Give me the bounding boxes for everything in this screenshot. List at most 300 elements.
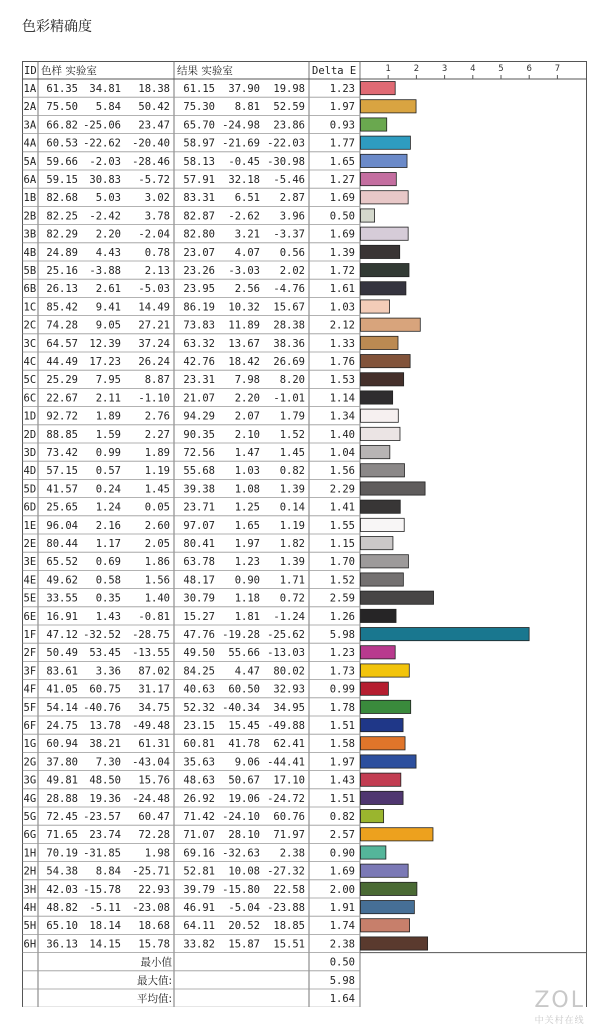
delta-e-bar <box>361 901 415 914</box>
result-value: 1.23 <box>234 556 260 569</box>
row-id: 2D <box>23 428 37 441</box>
result-value: -13.03 <box>267 647 305 660</box>
target-value: 54.38 <box>46 865 78 878</box>
target-value: -31.85 <box>83 847 121 860</box>
target-value: 23.47 <box>138 119 170 132</box>
delta-e-bar <box>361 482 426 495</box>
result-value: -5.04 <box>228 902 260 914</box>
delta-e-value: 1.58 <box>329 738 355 751</box>
result-value: 8.81 <box>234 101 260 114</box>
target-value: -20.40 <box>132 137 170 150</box>
row-id: 3B <box>23 228 37 241</box>
result-value: 71.42 <box>183 811 215 823</box>
target-value: 1.98 <box>144 847 170 860</box>
target-value: 1.24 <box>95 501 121 514</box>
row-id: 5A <box>23 155 37 168</box>
result-value: 97.07 <box>183 519 215 532</box>
summary-label: 最大值: <box>136 974 172 987</box>
delta-e-value: 1.51 <box>329 792 355 805</box>
target-value: 53.45 <box>89 647 121 660</box>
result-value: 23.86 <box>273 119 305 132</box>
result-value: 20.52 <box>228 920 260 933</box>
target-value: 72.28 <box>138 829 170 842</box>
target-value: -24.48 <box>132 792 170 805</box>
result-value: 80.02 <box>273 665 305 678</box>
delta-e-value: 2.12 <box>329 319 355 332</box>
delta-e-bar <box>361 500 401 513</box>
delta-e-bar <box>361 628 530 641</box>
result-value: 21.07 <box>183 392 215 405</box>
target-value: 64.57 <box>46 337 78 350</box>
row-id: 6D <box>23 501 37 514</box>
delta-e-value: 1.53 <box>329 374 355 387</box>
row-id: 1D <box>23 410 37 423</box>
target-value: 18.38 <box>138 83 170 95</box>
result-value: 9.06 <box>234 756 260 769</box>
target-value: 0.78 <box>144 246 170 259</box>
target-value: 37.80 <box>46 756 78 769</box>
target-value: 2.61 <box>95 283 121 296</box>
header-result-lab: 结果 实验室 <box>177 65 233 77</box>
row-id: 4C <box>23 356 37 368</box>
summary-value: 1.64 <box>329 993 355 1005</box>
target-value: 61.31 <box>138 738 170 751</box>
target-value: 88.85 <box>46 428 78 441</box>
target-value: 18.14 <box>89 920 121 933</box>
delta-e-bar <box>361 846 386 859</box>
target-value: 1.19 <box>144 465 170 478</box>
delta-e-value: 1.65 <box>329 155 355 168</box>
target-value: 0.24 <box>95 483 121 496</box>
delta-e-bar <box>361 409 399 422</box>
delta-e-bar <box>361 518 405 531</box>
result-value: 32.18 <box>228 174 260 186</box>
result-value: 57.91 <box>183 174 215 186</box>
result-value: 1.19 <box>279 519 305 532</box>
target-value: 1.89 <box>95 410 121 423</box>
target-value: 15.78 <box>138 938 170 951</box>
result-value: 23.31 <box>183 374 215 387</box>
target-value: -25.71 <box>132 865 170 878</box>
delta-e-value: 5.98 <box>329 629 355 641</box>
axis-tick-label: 3 <box>441 64 448 74</box>
result-value: 15.87 <box>228 938 260 951</box>
result-value: -2.62 <box>228 210 260 223</box>
target-value: 1.59 <box>95 428 121 441</box>
result-value: 84.25 <box>183 665 215 678</box>
delta-e-value: 1.52 <box>329 574 355 587</box>
row-id: 3E <box>23 556 37 569</box>
delta-e-value: 1.23 <box>329 647 355 660</box>
result-value: 1.08 <box>234 483 260 496</box>
target-value: 22.67 <box>46 392 78 405</box>
delta-e-value: 2.29 <box>329 483 355 496</box>
summary-label: 平均值: <box>136 993 172 1005</box>
target-value: 26.24 <box>138 356 170 368</box>
delta-e-value: 0.90 <box>329 847 355 860</box>
delta-e-bar <box>361 136 411 149</box>
target-value: 28.88 <box>46 792 78 805</box>
row-id: 3H <box>23 883 37 896</box>
row-id: 3G <box>23 774 37 787</box>
target-value: 96.04 <box>46 519 78 532</box>
target-value: 54.14 <box>46 701 78 714</box>
axis-tick-label: 5 <box>498 64 504 74</box>
target-value: 2.27 <box>144 428 170 441</box>
row-id: 3D <box>23 447 37 459</box>
result-value: 82.87 <box>183 210 215 223</box>
summary-value: 0.50 <box>329 956 355 969</box>
target-value: 2.05 <box>144 538 170 550</box>
delta-e-value: 1.14 <box>329 392 355 405</box>
delta-e-value: 1.27 <box>329 174 355 186</box>
result-value: 37.90 <box>228 83 260 95</box>
delta-e-value: 1.03 <box>329 301 355 314</box>
target-value: 3.02 <box>144 192 170 205</box>
target-value: 0.57 <box>95 465 121 478</box>
target-value: -43.04 <box>132 756 170 769</box>
target-value: 24.89 <box>46 246 78 259</box>
target-value: 87.02 <box>138 665 170 678</box>
delta-e-value: 1.69 <box>329 192 355 205</box>
result-value: -19.28 <box>222 629 260 641</box>
delta-e-value: 1.04 <box>329 447 355 459</box>
result-value: 2.87 <box>279 192 305 205</box>
target-value: 5.03 <box>95 192 121 205</box>
result-value: 94.29 <box>183 410 215 423</box>
target-value: 70.19 <box>46 847 78 860</box>
target-value: 41.05 <box>46 683 78 696</box>
summary-label: 最小值 <box>140 956 172 969</box>
result-value: 1.71 <box>279 574 305 587</box>
result-value: 19.06 <box>228 792 260 805</box>
result-value: 41.78 <box>228 738 260 751</box>
result-value: 71.07 <box>183 829 215 842</box>
target-value: 60.47 <box>138 811 170 823</box>
result-value: 2.02 <box>279 265 305 277</box>
row-id: 5G <box>23 811 37 823</box>
row-id: 3C <box>23 337 37 350</box>
result-value: 23.71 <box>183 501 215 514</box>
delta-e-value: 1.69 <box>329 865 355 878</box>
result-value: -49.88 <box>267 720 305 732</box>
result-value: 80.41 <box>183 538 215 550</box>
result-value: 42.76 <box>183 356 215 368</box>
row-id: 5F <box>23 701 37 714</box>
result-value: 71.97 <box>273 829 305 842</box>
result-value: 13.67 <box>228 337 260 350</box>
target-value: 0.58 <box>95 574 121 587</box>
row-id: 4E <box>23 574 37 587</box>
result-value: 17.10 <box>273 774 305 787</box>
result-value: 58.13 <box>183 155 215 168</box>
target-value: -2.03 <box>89 155 121 168</box>
result-value: 63.32 <box>183 337 215 350</box>
target-value: 74.28 <box>46 319 78 332</box>
target-value: 44.49 <box>46 356 78 368</box>
result-value: 65.70 <box>183 119 215 132</box>
target-value: 34.75 <box>138 701 170 714</box>
delta-e-value: 1.40 <box>329 428 355 441</box>
target-value: 1.45 <box>144 483 170 496</box>
delta-e-value: 1.74 <box>329 920 355 933</box>
target-value: 0.99 <box>95 447 121 459</box>
result-value: 1.81 <box>234 610 260 623</box>
delta-e-bar <box>361 391 393 404</box>
result-value: -5.46 <box>273 174 305 186</box>
row-id: 4G <box>23 792 37 805</box>
target-value: 65.10 <box>46 920 78 933</box>
result-value: 1.25 <box>234 501 260 514</box>
delta-e-bar <box>361 245 400 258</box>
target-value: -5.72 <box>138 174 170 186</box>
target-value: 82.29 <box>46 228 78 241</box>
result-value: 72.56 <box>183 447 215 459</box>
delta-e-bar <box>361 191 409 204</box>
result-value: 6.51 <box>234 192 260 205</box>
result-value: 58.97 <box>183 137 215 150</box>
result-value: 1.82 <box>279 538 305 550</box>
row-id: 6A <box>23 174 37 186</box>
color-accuracy-chart <box>22 61 587 1007</box>
result-value: 15.45 <box>228 720 260 732</box>
result-value: -24.98 <box>222 119 260 132</box>
row-id: 6C <box>23 392 37 405</box>
result-value: 30.79 <box>183 592 215 605</box>
target-value: 25.65 <box>46 501 78 514</box>
target-value: 72.45 <box>46 811 78 823</box>
result-value: -3.37 <box>273 228 305 241</box>
delta-e-value: 2.38 <box>329 938 355 951</box>
delta-e-bar <box>361 209 375 222</box>
result-value: -30.98 <box>267 155 305 168</box>
result-value: -4.76 <box>273 283 305 296</box>
row-id: 5D <box>23 483 37 496</box>
result-value: 48.63 <box>183 774 215 787</box>
row-id: 4B <box>23 246 37 259</box>
delta-e-bar <box>361 882 417 895</box>
result-value: 8.20 <box>279 374 305 387</box>
result-value: -1.24 <box>273 610 305 623</box>
target-value: 15.76 <box>138 774 170 787</box>
delta-e-bar <box>361 427 400 440</box>
result-value: 52.81 <box>183 865 215 878</box>
target-value: 60.94 <box>46 738 78 751</box>
axis-tick-label: 6 <box>526 64 532 74</box>
result-value: 26.92 <box>183 792 215 805</box>
delta-e-bar <box>361 300 390 313</box>
target-value: 2.20 <box>95 228 121 241</box>
target-value: -5.11 <box>89 902 121 914</box>
delta-e-bar <box>361 810 384 823</box>
target-value: 34.81 <box>89 83 121 95</box>
row-id: 1F <box>23 629 37 641</box>
target-value: 60.53 <box>46 137 78 150</box>
result-value: 1.97 <box>234 538 260 550</box>
target-value: 1.40 <box>144 592 170 605</box>
target-value: 3.36 <box>95 665 121 678</box>
target-value: 49.81 <box>46 774 78 787</box>
result-value: 2.56 <box>234 283 260 296</box>
delta-e-bar <box>361 828 433 841</box>
result-value: 83.31 <box>183 192 215 205</box>
target-value: 17.23 <box>89 356 121 368</box>
result-value: 73.83 <box>183 319 215 332</box>
result-value: 26.69 <box>273 356 305 368</box>
result-value: 35.63 <box>183 756 215 769</box>
result-value: -27.32 <box>267 865 305 878</box>
row-id: 4H <box>23 902 37 914</box>
result-value: 0.90 <box>234 574 260 587</box>
result-value: 49.50 <box>183 647 215 660</box>
target-value: 16.91 <box>46 610 78 623</box>
result-value: 75.30 <box>183 101 215 114</box>
target-value: -40.76 <box>83 701 121 714</box>
target-value: -28.75 <box>132 629 170 641</box>
target-value: 8.84 <box>95 865 121 878</box>
target-value: 2.11 <box>95 392 121 405</box>
target-value: -23.08 <box>132 902 170 914</box>
result-value: 18.85 <box>273 920 305 933</box>
delta-e-value: 2.00 <box>329 883 355 896</box>
row-id: 6F <box>23 720 37 732</box>
target-value: -32.52 <box>83 629 121 641</box>
result-value: -32.63 <box>222 847 260 860</box>
row-id: 6G <box>23 829 37 842</box>
row-id: 2C <box>23 319 37 332</box>
delta-e-value: 1.70 <box>329 556 355 569</box>
target-value: 1.43 <box>95 610 121 623</box>
row-id: 6E <box>23 610 37 623</box>
target-value: 71.65 <box>46 829 78 842</box>
target-value: 2.60 <box>144 519 170 532</box>
result-value: 69.16 <box>183 847 215 860</box>
delta-e-value: 1.56 <box>329 465 355 478</box>
result-value: 63.78 <box>183 556 215 569</box>
result-value: 2.07 <box>234 410 260 423</box>
delta-e-bar <box>361 755 417 768</box>
target-value: 65.52 <box>46 556 78 569</box>
target-value: -23.57 <box>83 811 121 823</box>
result-value: 46.91 <box>183 902 215 914</box>
header-target-lab: 色样 实验室 <box>41 65 97 77</box>
delta-e-bar <box>361 100 417 113</box>
delta-e-value: 1.43 <box>329 774 355 787</box>
target-value: 1.17 <box>95 538 121 550</box>
color-accuracy-table <box>22 61 587 1007</box>
delta-e-value: 1.23 <box>329 83 355 95</box>
summary-value: 5.98 <box>329 974 355 987</box>
delta-e-value: 1.97 <box>329 101 355 114</box>
target-value: 82.25 <box>46 210 78 223</box>
delta-e-value: 1.34 <box>329 410 355 423</box>
result-value: 60.76 <box>273 811 305 823</box>
page-title: 色彩精确度 <box>22 19 92 35</box>
delta-e-bar <box>361 700 411 713</box>
result-value: 39.38 <box>183 483 215 496</box>
delta-e-bar <box>361 937 428 950</box>
target-value: 1.86 <box>144 556 170 569</box>
result-value: 1.39 <box>279 483 305 496</box>
delta-e-bar <box>361 591 434 604</box>
result-value: -21.69 <box>222 137 260 150</box>
target-value: 59.66 <box>46 155 78 168</box>
row-id: 3A <box>23 119 37 132</box>
target-value: 85.42 <box>46 301 78 314</box>
target-value: 0.05 <box>144 501 170 514</box>
delta-e-bar <box>361 773 401 786</box>
delta-e-bar <box>361 373 404 386</box>
target-value: 1.89 <box>144 447 170 459</box>
result-value: -25.62 <box>267 629 305 641</box>
axis-tick-label: 2 <box>413 64 420 74</box>
result-value: 19.98 <box>273 83 305 95</box>
result-value: 1.03 <box>234 465 260 478</box>
result-value: 34.95 <box>273 701 305 714</box>
row-id: 3F <box>23 665 37 678</box>
delta-e-bar <box>361 446 390 459</box>
row-id: 2F <box>23 647 37 660</box>
target-value: 48.50 <box>89 774 121 787</box>
result-value: -3.03 <box>228 265 260 277</box>
target-value: 75.50 <box>46 101 78 114</box>
result-value: 0.72 <box>279 592 305 605</box>
result-value: 1.47 <box>234 447 260 459</box>
delta-e-bar <box>361 154 408 167</box>
target-value: -28.46 <box>132 155 170 168</box>
result-value: 1.65 <box>234 519 260 532</box>
target-value: 24.75 <box>46 720 78 732</box>
result-value: -24.10 <box>222 811 260 823</box>
result-value: 86.19 <box>183 301 215 314</box>
target-value: 27.21 <box>138 319 170 332</box>
result-value: 55.66 <box>228 647 260 660</box>
row-id: 1B <box>23 192 37 205</box>
axis-tick-label: 1 <box>385 64 391 74</box>
delta-e-bar <box>361 537 393 550</box>
result-value: 32.93 <box>273 683 305 696</box>
result-value: 1.79 <box>279 410 305 423</box>
delta-e-value: 1.55 <box>329 519 355 532</box>
result-value: 2.10 <box>234 428 260 441</box>
row-id: 2B <box>23 210 37 223</box>
target-value: 14.49 <box>138 301 170 314</box>
delta-e-bar <box>361 355 411 368</box>
result-value: 2.38 <box>279 847 305 860</box>
target-value: 18.68 <box>138 920 170 933</box>
target-value: 9.05 <box>95 319 121 332</box>
result-value: 23.95 <box>183 283 215 296</box>
target-value: 7.95 <box>95 374 121 387</box>
result-value: -24.72 <box>267 792 305 805</box>
result-value: 0.56 <box>279 246 305 259</box>
target-value: 92.72 <box>46 410 78 423</box>
result-value: 3.21 <box>234 228 260 241</box>
delta-e-bar <box>361 227 409 240</box>
row-id: 1C <box>23 301 37 314</box>
target-value: 25.16 <box>46 265 78 277</box>
result-value: 7.98 <box>234 374 260 387</box>
target-value: -0.81 <box>138 610 170 623</box>
result-value: 1.52 <box>279 428 305 441</box>
delta-e-value: 1.51 <box>329 720 355 732</box>
row-id: 6H <box>23 938 37 951</box>
target-value: 1.56 <box>144 574 170 587</box>
result-value: 15.27 <box>183 610 215 623</box>
target-value: 48.82 <box>46 902 78 914</box>
result-value: 18.42 <box>228 356 260 368</box>
result-value: 28.38 <box>273 319 305 332</box>
